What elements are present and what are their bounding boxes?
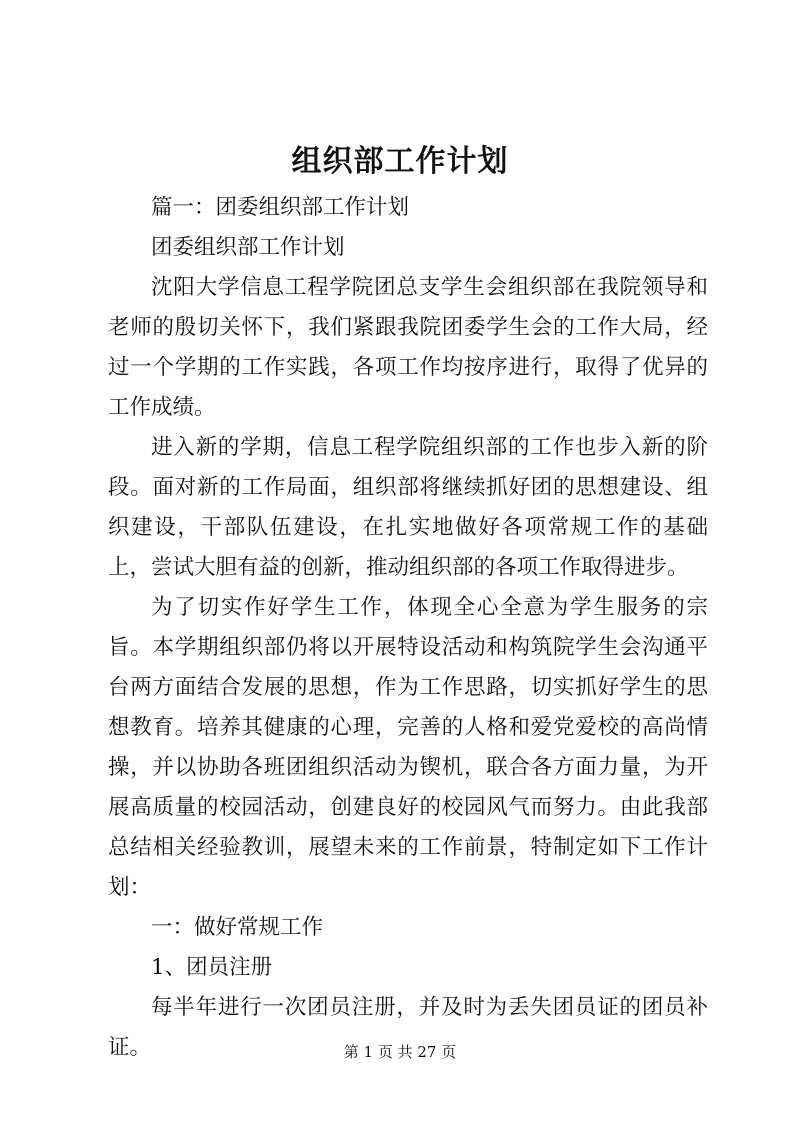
paragraph-item-heading: 一：做好常规工作 xyxy=(151,915,324,940)
paragraph-work-goals: 为了切实作好学生工作，体现全心全意为学生服务的宗旨。本学期组织部仍将以开展特设活动和构筑院学生会沟通平台两方面结合发展的思想，作为工作思路，切实抓好学生的思想教育。培养其健康的心理，完善的人格和爱党爱校的高尚情操，并以协助各班团组织活动为锲机，联合各方面力量，为开展高质量的校园活动，创建良好的校园风气而努力。由此我部总结相关经验教训，展望未来的工作前景，特制定如下工作计划： xyxy=(108,595,708,900)
page-number-footer: 第 1 页 共 27 页 xyxy=(343,1043,457,1061)
paragraph-section-heading: 篇一：团委组织部工作计划 xyxy=(151,195,410,220)
paragraph-registration: 每半年进行一次团员注册，并及时为丢失团员证的团员补证。 xyxy=(108,995,708,1060)
document-title: 组织部工作计划 xyxy=(291,144,509,179)
paragraph-intro: 沈阳大学信息工程学院团总支学生会组织部在我院领导和老师的殷切关怀下，我们紧跟我院团委学生会的工作大局，经过一个学期的工作实践，各项工作均按序进行，取得了优异的工作成绩。 xyxy=(108,275,708,420)
paragraph-subtitle: 团委组织部工作计划 xyxy=(151,235,345,260)
document-body xyxy=(108,188,708,1068)
paragraph-new-semester: 进入新的学期，信息工程学院组织部的工作也步入新的阶段。面对新的工作局面，组织部将继续抓好团的思想建设、组织建设，干部队伍建设，在扎实地做好各项常规工作的基础上，尝试大胆有益的创新，推动组织部的各项工作取得进步。 xyxy=(108,435,708,580)
paragraph-subitem-heading: 1、团员注册 xyxy=(151,955,273,980)
